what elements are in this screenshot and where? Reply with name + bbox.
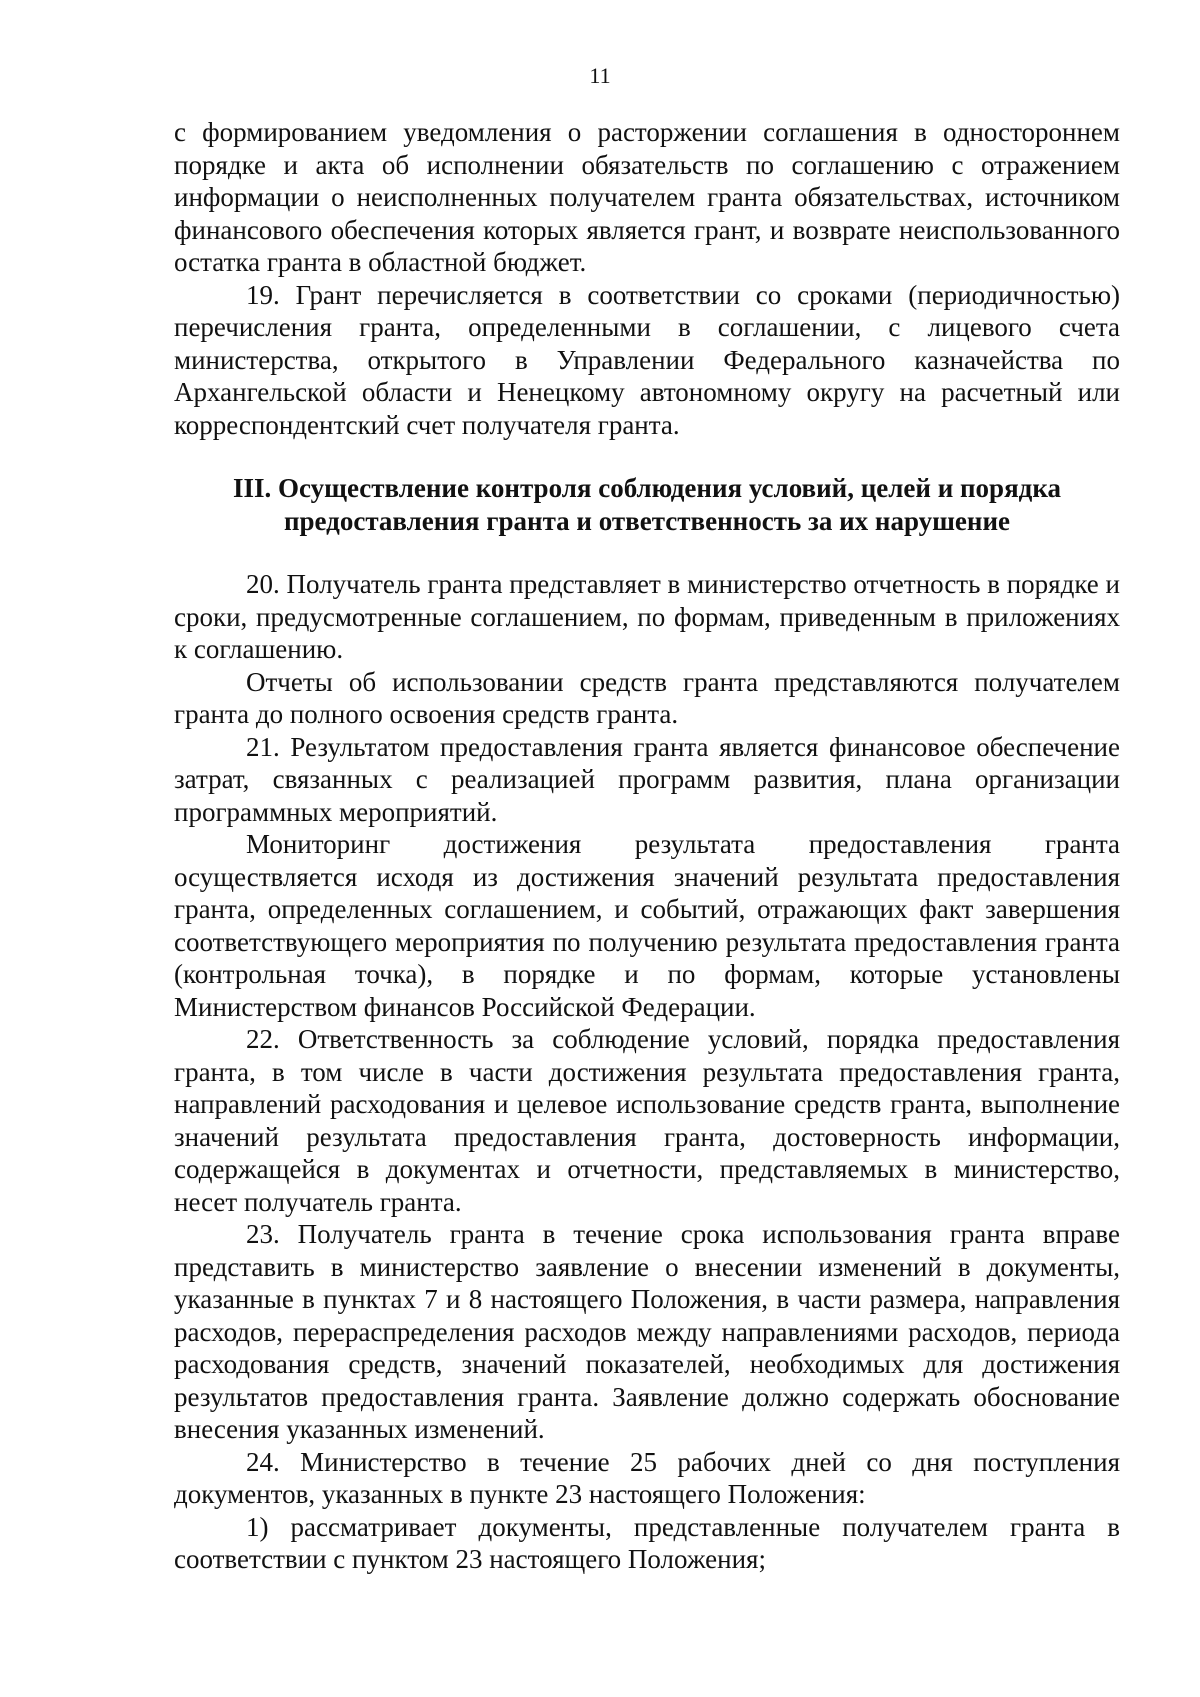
paragraph-21-monitoring: Мониторинг достижения результата предоставления гранта осуществляется исходя из достижения значений результата предоставления гранта, определенных соглашением, и событий, отражающих факт завершения соответствующего мероприятия по получению результата предоставления гранта (контрольная точка), в порядке и по формам, которые установлены Министерством финансов Российской Федерации. bbox=[174, 829, 1120, 1022]
paragraph-19: 19. Грант перечисляется в соответствии со сроками (периодичностью) перечисления гранта, определенными в соглашении, с лицевого счета министерства, открытого в Управлении Федерального казначейства по Архангельской области и Ненецкому автономному округу на расчетный или корреспондентский счет получателя гранта. bbox=[174, 279, 1120, 440]
section-heading-line-1: III. Осуществление контроля соблюдения условий, целей и порядка bbox=[233, 473, 1061, 503]
paragraph-21: 21. Результатом предоставления гранта является финансовое обеспечение затрат, связанных с реализацией программ развития, плана организации программных мероприятий. bbox=[174, 731, 1120, 827]
page-number: 11 bbox=[589, 63, 611, 88]
paragraph-24: 24. Министерство в течение 25 рабочих дней со дня поступления документов, указанных в пункте 23 настоящего Положения: bbox=[174, 1446, 1120, 1509]
paragraph-22: 22. Ответственность за соблюдение условий, порядка предоставления гранта, в том числе в части достижения результата предоставления гранта, направлений расходования и целевое использование средств гранта, выполнение значений результата предоставления гранта, достоверность информации, содержащейся в документах и отчетности, представляемых в министерство, несет получатель гранта. bbox=[174, 1024, 1120, 1217]
section-heading bbox=[174, 472, 1120, 538]
document-body bbox=[174, 116, 1120, 1576]
paragraph-20-reports: Отчеты об использовании средств гранта представляются получателем гранта до полного освоения средств гранта. bbox=[174, 666, 1120, 729]
paragraph-20: 20. Получатель гранта представляет в министерство отчетность в порядке и сроки, предусмотренные соглашением, по формам, приведенным в приложениях к соглашению. bbox=[174, 569, 1120, 664]
paragraph-23: 23. Получатель гранта в течение срока использования гранта вправе представить в министерство заявление о внесении изменений в документы, указанные в пунктах 7 и 8 настоящего Положения, в части размера, направления расходов, перераспределения расходов между направлениями расходов, периода расходования средств, значений показателей, необходимых для достижения результатов предоставления гранта. Заявление должно содержать обоснование внесения указанных изменений. bbox=[174, 1219, 1120, 1444]
paragraph-24-item-1: 1) рассматривает документы, представленные получателем гранта в соответствии с пунктом 23 настоящего Положения; bbox=[174, 1511, 1120, 1574]
paragraph-continuation: с формированием уведомления о расторжении соглашения в одностороннем порядке и акта об исполнении обязательств по соглашению с отражением информации о неисполненных получателем гранта обязательствах, источником финансового обеспечения которых является грант, и возврате неиспользованного остатка гранта в областной бюджет. bbox=[174, 117, 1120, 277]
section-heading-line-2: предоставления гранта и ответственность за их нарушение bbox=[283, 506, 1010, 536]
